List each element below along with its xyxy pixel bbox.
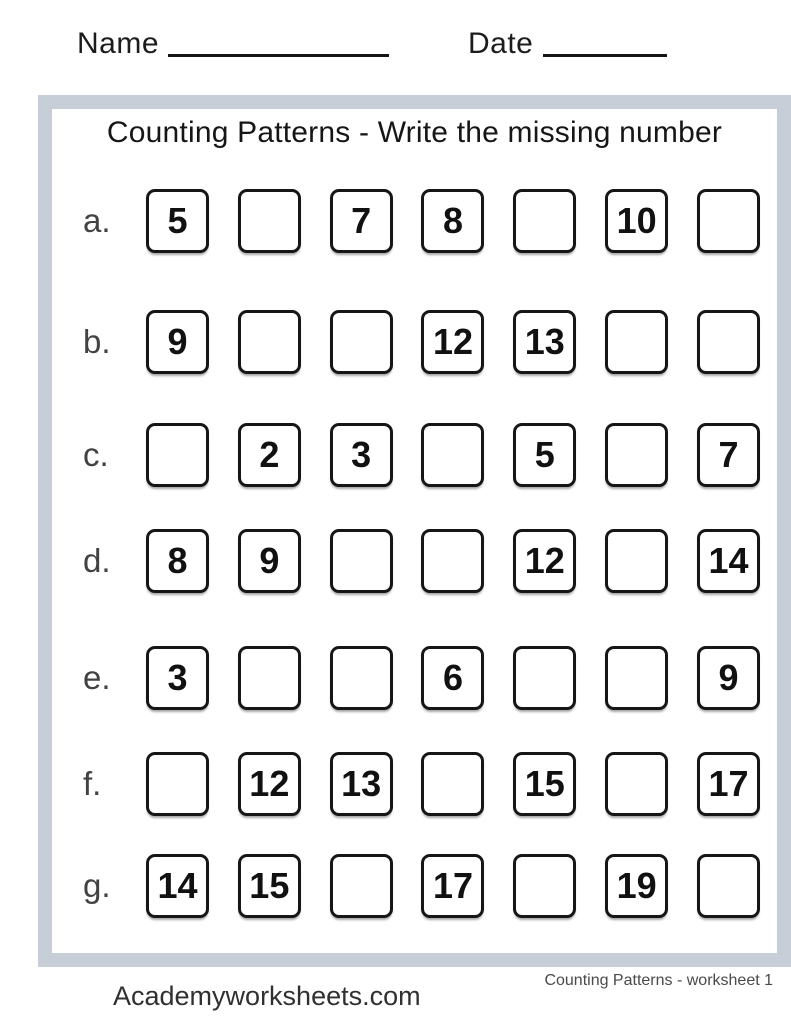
empty-answer-box[interactable] xyxy=(238,310,301,374)
empty-answer-box[interactable] xyxy=(238,646,301,710)
row-label: b. xyxy=(83,323,111,360)
empty-answer-box[interactable] xyxy=(513,189,576,253)
number-box: 9 xyxy=(238,529,301,593)
empty-answer-box[interactable] xyxy=(330,646,393,710)
worksheet-reference: Counting Patterns - worksheet 1 xyxy=(544,972,773,989)
number-box: 5 xyxy=(513,423,576,487)
empty-answer-box[interactable] xyxy=(697,189,760,253)
empty-answer-box[interactable] xyxy=(330,310,393,374)
name-label: Name xyxy=(77,27,160,60)
number-box: 13 xyxy=(513,310,576,374)
row-cells xyxy=(146,854,760,918)
number-box: 15 xyxy=(238,854,301,918)
pattern-row-e xyxy=(52,646,777,710)
empty-answer-box[interactable] xyxy=(697,854,760,918)
number-box: 8 xyxy=(146,529,209,593)
empty-answer-box[interactable] xyxy=(330,854,393,918)
number-box: 8 xyxy=(421,189,484,253)
number-box: 12 xyxy=(421,310,484,374)
row-label: e. xyxy=(83,659,111,696)
number-box: 12 xyxy=(513,529,576,593)
number-box: 17 xyxy=(421,854,484,918)
empty-answer-box[interactable] xyxy=(605,529,668,593)
number-box: 13 xyxy=(330,752,393,816)
empty-answer-box[interactable] xyxy=(421,423,484,487)
empty-answer-box[interactable] xyxy=(146,752,209,816)
row-cells xyxy=(146,752,760,816)
name-fill-line[interactable] xyxy=(168,54,389,57)
pattern-row-b xyxy=(52,310,777,374)
row-label: a. xyxy=(83,202,111,239)
number-box: 7 xyxy=(697,423,760,487)
row-label: g. xyxy=(83,867,111,904)
number-box: 9 xyxy=(697,646,760,710)
number-box: 2 xyxy=(238,423,301,487)
empty-answer-box[interactable] xyxy=(513,646,576,710)
number-box: 5 xyxy=(146,189,209,253)
number-box: 14 xyxy=(146,854,209,918)
row-label: d. xyxy=(83,542,111,579)
number-box: 3 xyxy=(146,646,209,710)
number-box: 19 xyxy=(605,854,668,918)
number-box: 14 xyxy=(697,529,760,593)
number-box: 10 xyxy=(605,189,668,253)
row-cells xyxy=(146,423,760,487)
date-fill-line[interactable] xyxy=(543,54,667,57)
empty-answer-box[interactable] xyxy=(421,529,484,593)
worksheet-frame xyxy=(38,95,791,967)
empty-answer-box[interactable] xyxy=(605,752,668,816)
worksheet-body xyxy=(52,109,777,953)
row-label: f. xyxy=(83,765,102,802)
row-cells xyxy=(146,310,760,374)
empty-answer-box[interactable] xyxy=(605,310,668,374)
empty-answer-box[interactable] xyxy=(330,529,393,593)
number-box: 9 xyxy=(146,310,209,374)
empty-answer-box[interactable] xyxy=(238,189,301,253)
empty-answer-box[interactable] xyxy=(605,423,668,487)
number-box: 12 xyxy=(238,752,301,816)
site-name: Academyworksheets.com xyxy=(113,981,421,1011)
number-box: 6 xyxy=(421,646,484,710)
empty-answer-box[interactable] xyxy=(146,423,209,487)
number-box: 15 xyxy=(513,752,576,816)
date-label: Date xyxy=(468,27,534,60)
number-box: 3 xyxy=(330,423,393,487)
pattern-row-f xyxy=(52,752,777,816)
pattern-row-a xyxy=(52,189,777,253)
empty-answer-box[interactable] xyxy=(513,854,576,918)
pattern-row-c xyxy=(52,423,777,487)
number-box: 7 xyxy=(330,189,393,253)
worksheet-title: Counting Patterns - Write the missing number xyxy=(106,116,723,149)
row-cells xyxy=(146,189,760,253)
pattern-row-g xyxy=(52,854,777,918)
pattern-row-d xyxy=(52,529,777,593)
row-cells xyxy=(146,529,760,593)
row-label: c. xyxy=(83,436,109,473)
row-cells xyxy=(146,646,760,710)
number-box: 17 xyxy=(697,752,760,816)
empty-answer-box[interactable] xyxy=(421,752,484,816)
empty-answer-box[interactable] xyxy=(697,310,760,374)
empty-answer-box[interactable] xyxy=(605,646,668,710)
